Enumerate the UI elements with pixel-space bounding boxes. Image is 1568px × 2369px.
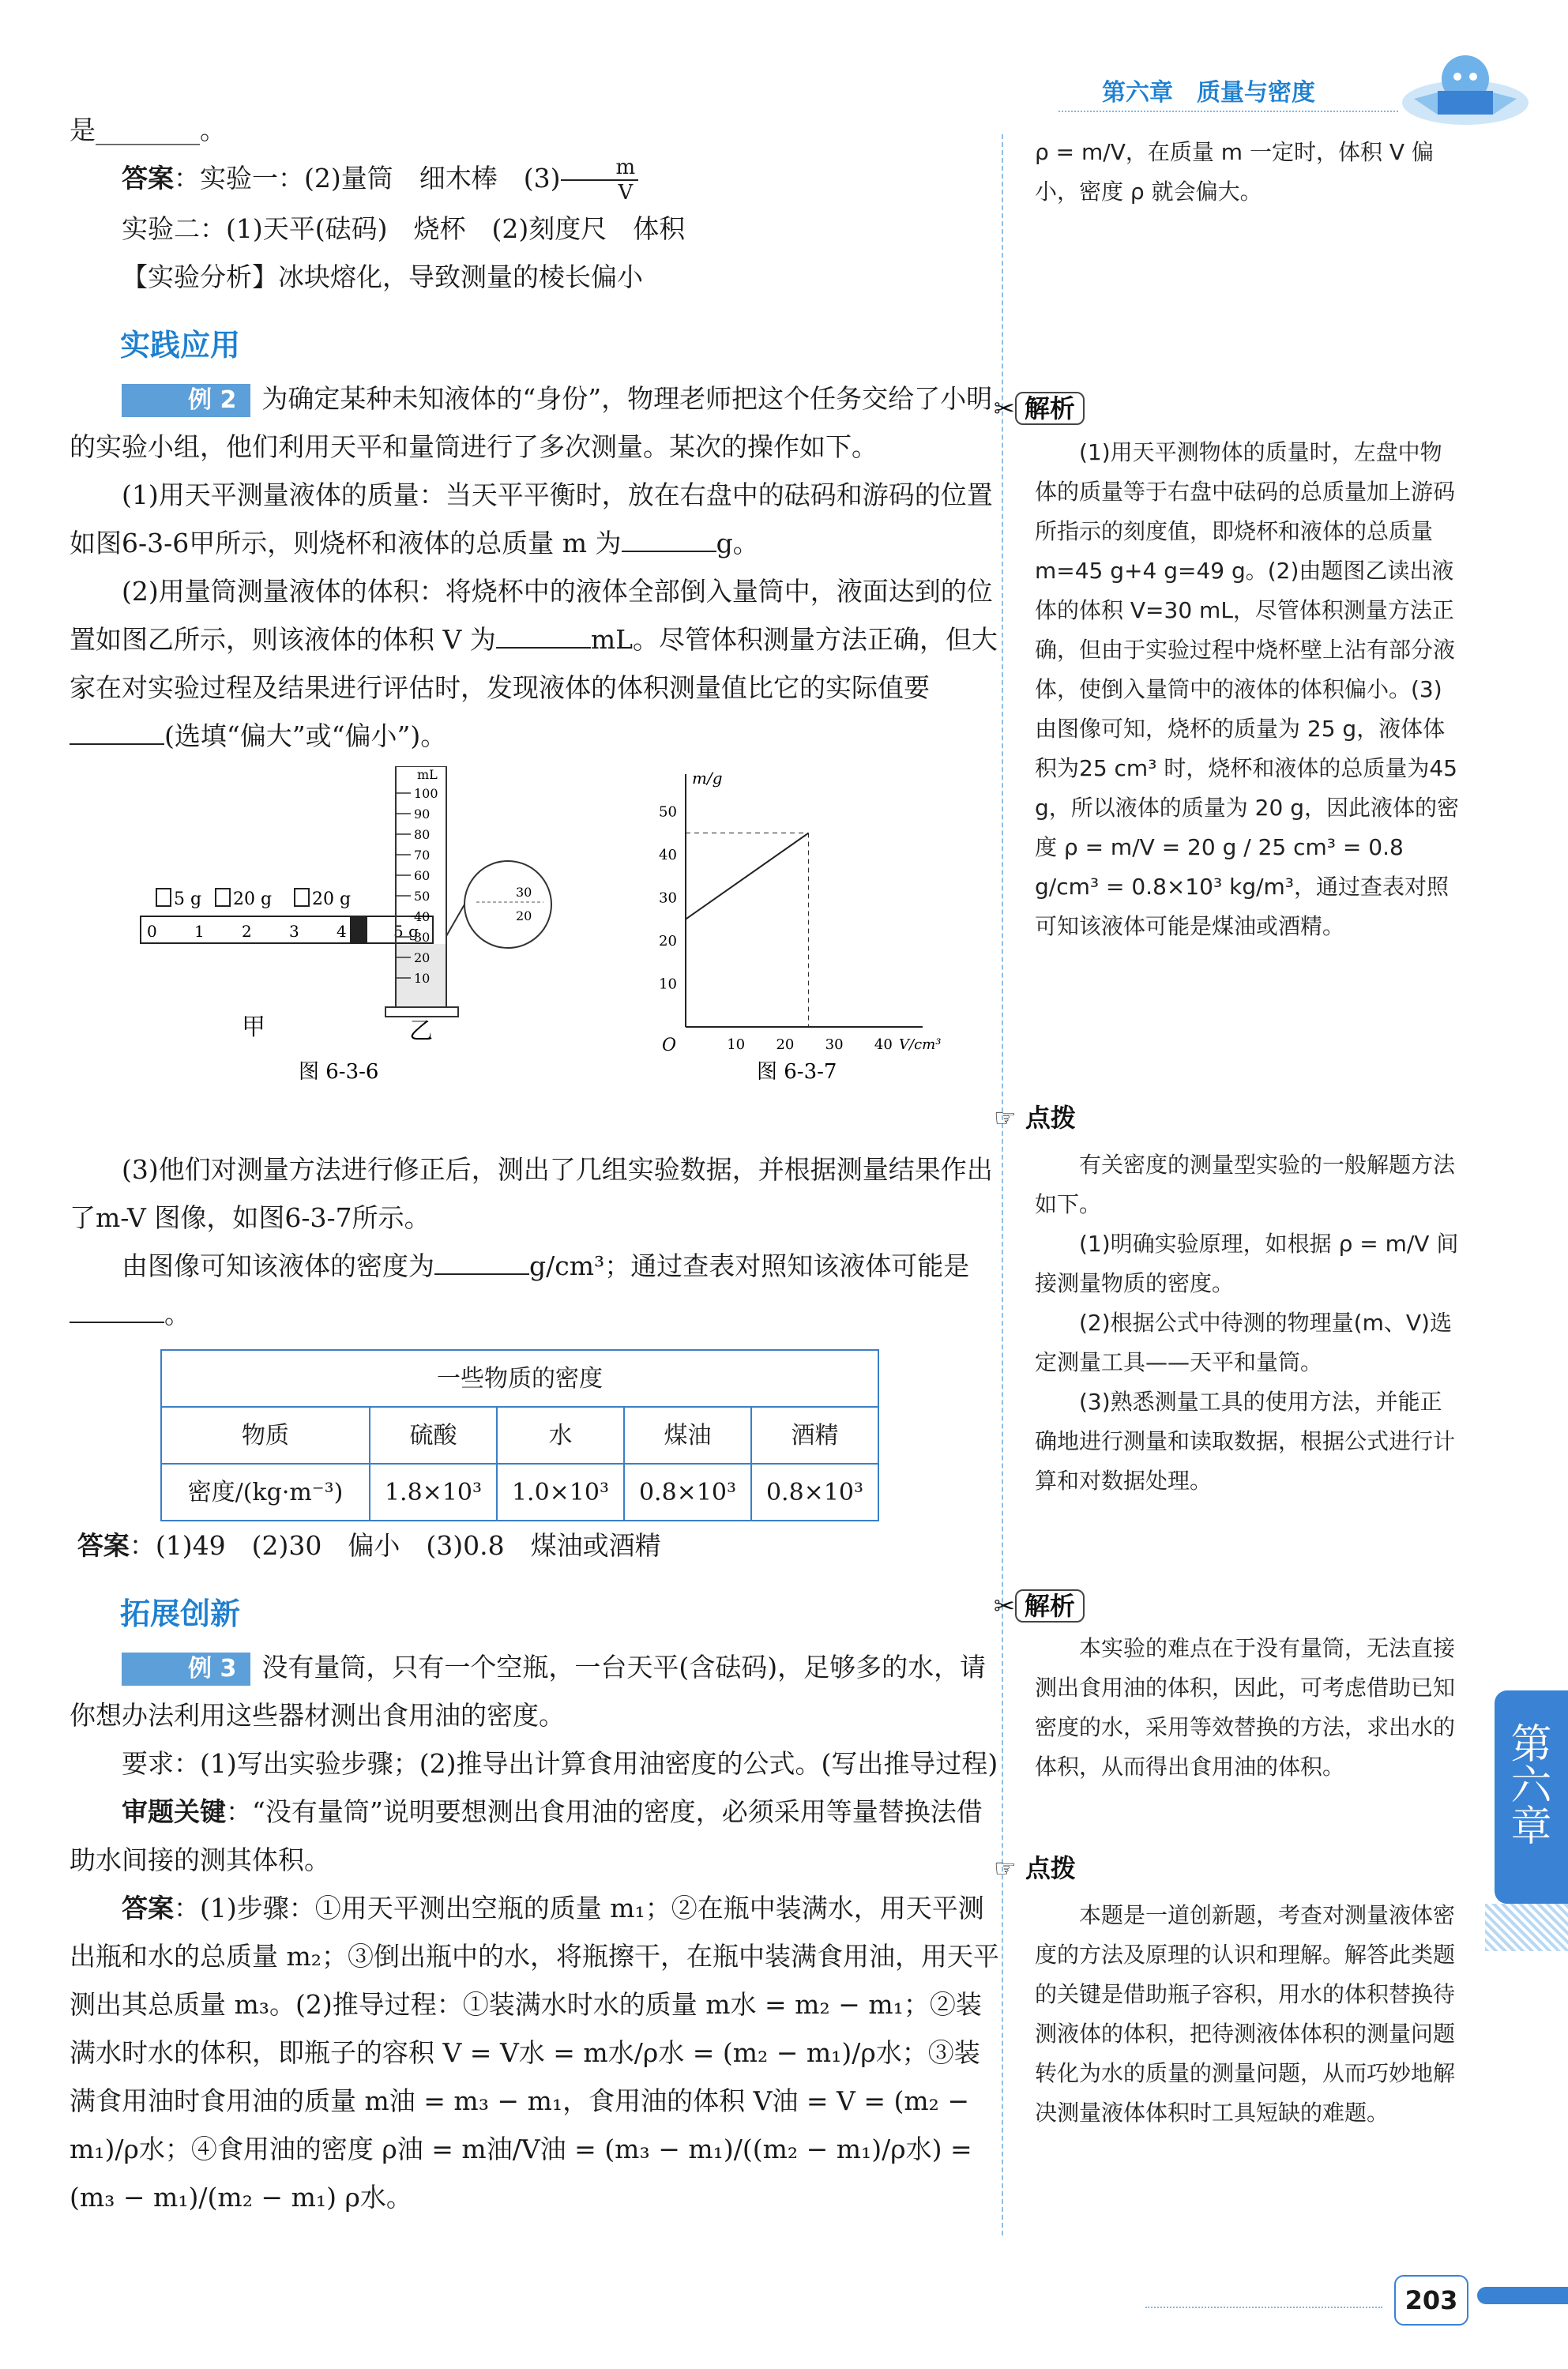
example2-answer: 答案：(1)49 (2)30 偏小 (3)0.8 煤油或酒精: [77, 1530, 661, 1561]
header-rule: [1058, 111, 1398, 112]
example2-q3: (3)他们对测量方法进行修正后，测出了几组实验数据，并根据测量结果作出了m-V 图像，如图6-3-7所示。: [70, 1154, 993, 1233]
figure-6-3-7-caption: 图 6-3-7: [757, 1060, 837, 1084]
weight-5g-icon: [156, 889, 171, 906]
example3-key: 审题关键：“没有量筒”说明要想测出食用油的密度，必须采用等量替换法借助水间接的测其体积。: [70, 1796, 983, 1875]
weight-label: 5 g: [174, 889, 202, 909]
figure-6-3-6: [70, 766, 559, 1137]
main-column: [70, 111, 1002, 2221]
section-extend-heading: 拓展创新: [120, 1596, 241, 1631]
label-jia: 甲: [242, 1013, 265, 1041]
y-tick-label: 40: [659, 846, 677, 863]
scale-label: 4: [337, 922, 347, 941]
cylinder-tick-label: 100: [414, 786, 438, 801]
example2-q1: (1)用天平测量液体的质量：当天平平衡时，放在右盘中的砝码和游码的位置如图6-3-6甲所示，则烧杯和液体的总质量 m 为 g。: [70, 479, 993, 558]
page-number: 203: [1394, 2275, 1468, 2326]
answer-exp2: 实验二：(1)天平(砝码) 烧杯 (2)刻度尺 体积: [122, 213, 686, 244]
x-tick-label: 40: [874, 1036, 893, 1053]
table-row: 密度/(kg·m⁻³) 1.8×10³ 1.0×10³ 0.8×10³ 0.8×10³: [161, 1464, 878, 1521]
cylinder-tick-label: 10: [414, 971, 431, 986]
x-tick-label: 10: [727, 1036, 746, 1053]
y-tick-label: 20: [659, 932, 677, 949]
side-tab-hatch: [1485, 1904, 1568, 1951]
y-tick-label: 10: [659, 976, 677, 993]
example3-answer: 答案：(1)步骤：①用天平测出空瓶的质量 m₁；②在瓶中装满水，用天平测出瓶和水的总质量 m₂；③倒出瓶中的水，将瓶擦干，在瓶中装满食用油，用天平测出其总质量 m₃。(2)推导过程：①装满水时水的质量 m水 = m₂ − m₁；②装满水时水的体积，即瓶子的容积 V = V水 = m水/ρ水 = (m₂ − m₁)/ρ水；③装满食用油时食用油的质量 m油 = m₃ − m₁，食用油的体积 V油 = V = (m₂ − m₁)/ρ水；④食用油的密度 ρ油 = m油/V油 = (m₃ − m₁)/((m₂ − m₁)/ρ水) = (m₃ − m₁)/(m₂ − m₁) ρ水。: [70, 1893, 1000, 2213]
cylinder-tick-label: 80: [414, 827, 431, 842]
footer-rule: [1145, 2307, 1382, 2308]
book-mascot-icon: [1390, 43, 1540, 130]
weight-label: 20 g: [233, 889, 273, 909]
y-tick-label: 50: [659, 803, 677, 821]
scale-label: 2: [242, 922, 252, 941]
analysis-tag-2: ✂ 解析: [994, 1586, 1085, 1623]
cylinder-tick-label: 40: [414, 909, 431, 924]
analysis-tag-1: ✂ 解析: [994, 389, 1085, 425]
weight-label: 20 g: [312, 889, 352, 909]
weight-20g-icon: [216, 889, 230, 906]
cylinder-tick-label: 60: [414, 868, 431, 883]
divider-vertical: [1002, 134, 1003, 2236]
scale-label: 1: [194, 922, 205, 941]
scissors-icon: ✂: [994, 393, 1015, 423]
y-axis-label: m/g: [692, 769, 723, 788]
x-tick-label: 30: [825, 1036, 844, 1053]
example2-q3-ask: 由图像可知该液体的密度为 g/cm³；通过查表对照知该液体可能是。: [70, 1242, 1002, 1338]
experiment-analysis: 【实验分析】冰块熔化，导致测量的棱长偏小: [122, 261, 643, 292]
pointing-hand-icon: ☞: [994, 1103, 1017, 1133]
cylinder-tick-label: 70: [414, 848, 431, 863]
tip-2: 本题是一道创新题，考查对测量液体密度的方法及原理的认识和理解。解答此类题的关键是借助瓶子容积，用水的体积替换待测液体的体积，把待测液体体积的测量问题转化为水的质量的测量问题，从而巧妙地解决测量液体体积时工具短缺的难题。: [1035, 1902, 1456, 2126]
analysis-2: 本实验的难点在于没有量筒，无法直接测出食用油的体积，因此，可考虑借助已知密度的水，采用等效替换的方法，求出水的体积，从而得出食用油的体积。: [1035, 1635, 1456, 1780]
example3-stem: 例 3 没有量筒，只有一个空瓶，一台天平(含砝码)，足够多的水，请你想办法利用这些器材测出食用油的密度。: [70, 1652, 987, 1731]
tip-1: 有关密度的测量型实验的一般解题方法如下。 (1)明确实验原理，如根据 ρ = m/V 间接测量物质的密度。 (2)根据公式中待测的物理量(m、V)选定测量工具——天平和量筒。 (3)熟悉测量工具的使用方法，并能正确地进行测量和读取数据，根据公式进行计算和对数据处理。: [1035, 1152, 1459, 1494]
cylinder-tick-label: 20: [414, 950, 431, 965]
series-line: [686, 833, 809, 919]
top-line: 是________。: [70, 115, 226, 145]
example2-stem: 例 2 为确定某种未知液体的“身份”，物理老师把这个任务交给了小明的实验小组，他们利用天平和量筒进行了多次测量。某次的操作如下。: [70, 383, 993, 462]
cylinder-tick-label: 90: [414, 807, 431, 822]
rider-marker: [350, 916, 367, 943]
pointing-hand-icon: ☞: [994, 1853, 1017, 1883]
x-axis-label: V/cm³: [899, 1036, 942, 1053]
analysis-1: (1)用天平测物体的质量时，左盘中物体的质量等于右盘中砝码的总质量加上游码所指示的刻度值，即烧杯和液体的总质量 m=45 g+4 g=49 g。(2)由题图乙读出液体的体积 V=30 mL，尽管体积测量方法正确，但由于实验过程中烧杯壁上沾有部分液体，使倒入量筒中的液体的体积偏小。(3)由图像可知，烧杯的质量为 25 g，液体体积为25 cm³ 时，烧杯和液体的总质量为45 g，所以液体的质量为 20 g，因此液体的密度 ρ = m/V = 20 g / 25 cm³ = 0.8 g/cm³ = 0.8×10³ kg/m³，通过查表对照可知该液体可能是煤油或酒精。: [1035, 439, 1459, 939]
rider-scale: [141, 916, 433, 943]
weight-20g-icon: [295, 889, 309, 906]
y-tick-label: 30: [659, 889, 677, 907]
example3-label: 例 3: [122, 1653, 250, 1686]
footer-bar: [1477, 2287, 1568, 2304]
chapter-side-tab-label: 第六章: [1503, 1722, 1551, 1845]
zoom-circle: [464, 861, 551, 948]
table-header-row: 物质 硫酸 水 煤油 酒精: [161, 1407, 878, 1464]
figure-row: [70, 766, 1002, 1145]
scissors-icon: ✂: [994, 1591, 1015, 1621]
label-yi: 乙: [409, 1017, 433, 1045]
zoom-tick: 20: [516, 908, 532, 923]
cylinder-unit: mL: [417, 767, 438, 782]
example2-label: 例 2: [122, 384, 250, 417]
tip-tag-1: ☞ 点拨: [994, 1103, 1076, 1133]
section-practice-heading: 实践应用: [120, 328, 241, 363]
scale-label: 5 g: [393, 922, 419, 941]
tip-tag-2: ☞ 点拨: [994, 1853, 1076, 1883]
figure-6-3-7-chart: [638, 766, 970, 1137]
scale-label: 3: [289, 922, 299, 941]
scale-label: 0: [147, 922, 157, 941]
figure-6-3-6-caption: 图 6-3-6: [299, 1060, 379, 1084]
cylinder-tick-label: 30: [414, 930, 431, 945]
table-title: 一些物质的密度: [161, 1350, 878, 1407]
sidebar-top-text: ρ = m/V，在质量 m 一定时，体积 V 偏小，密度 ρ 就会偏大。: [1035, 139, 1434, 205]
example3-requirement: 要求：(1)写出实验步骤；(2)推导出计算食用油密度的公式。(写出推导过程): [122, 1748, 998, 1779]
density-table: [160, 1349, 879, 1521]
origin-label: O: [662, 1036, 677, 1055]
cylinder-tick-label: 50: [414, 889, 431, 904]
x-tick-label: 20: [776, 1036, 795, 1053]
fraction-m-v: $\frac{m}{V}$: [561, 156, 639, 205]
zoom-tick: 30: [516, 885, 532, 900]
chapter-header: 第六章 质量与密度: [1102, 79, 1315, 107]
example2-q2: (2)用量筒测量液体的体积：将烧杯中的液体全部倒入量筒中，液面达到的位置如图乙所示，则该液体的体积 V 为 mL。尽管体积测量方法正确，但大家在对实验过程及结果进行评估时，发现液体的体积测量值比它的实际值要(选填“偏大”或“偏小”)。: [70, 576, 998, 751]
answer-exp1: 答案：实验一：(2)量筒 细木棒 (3) $\frac{m}{V}$: [70, 154, 1002, 205]
